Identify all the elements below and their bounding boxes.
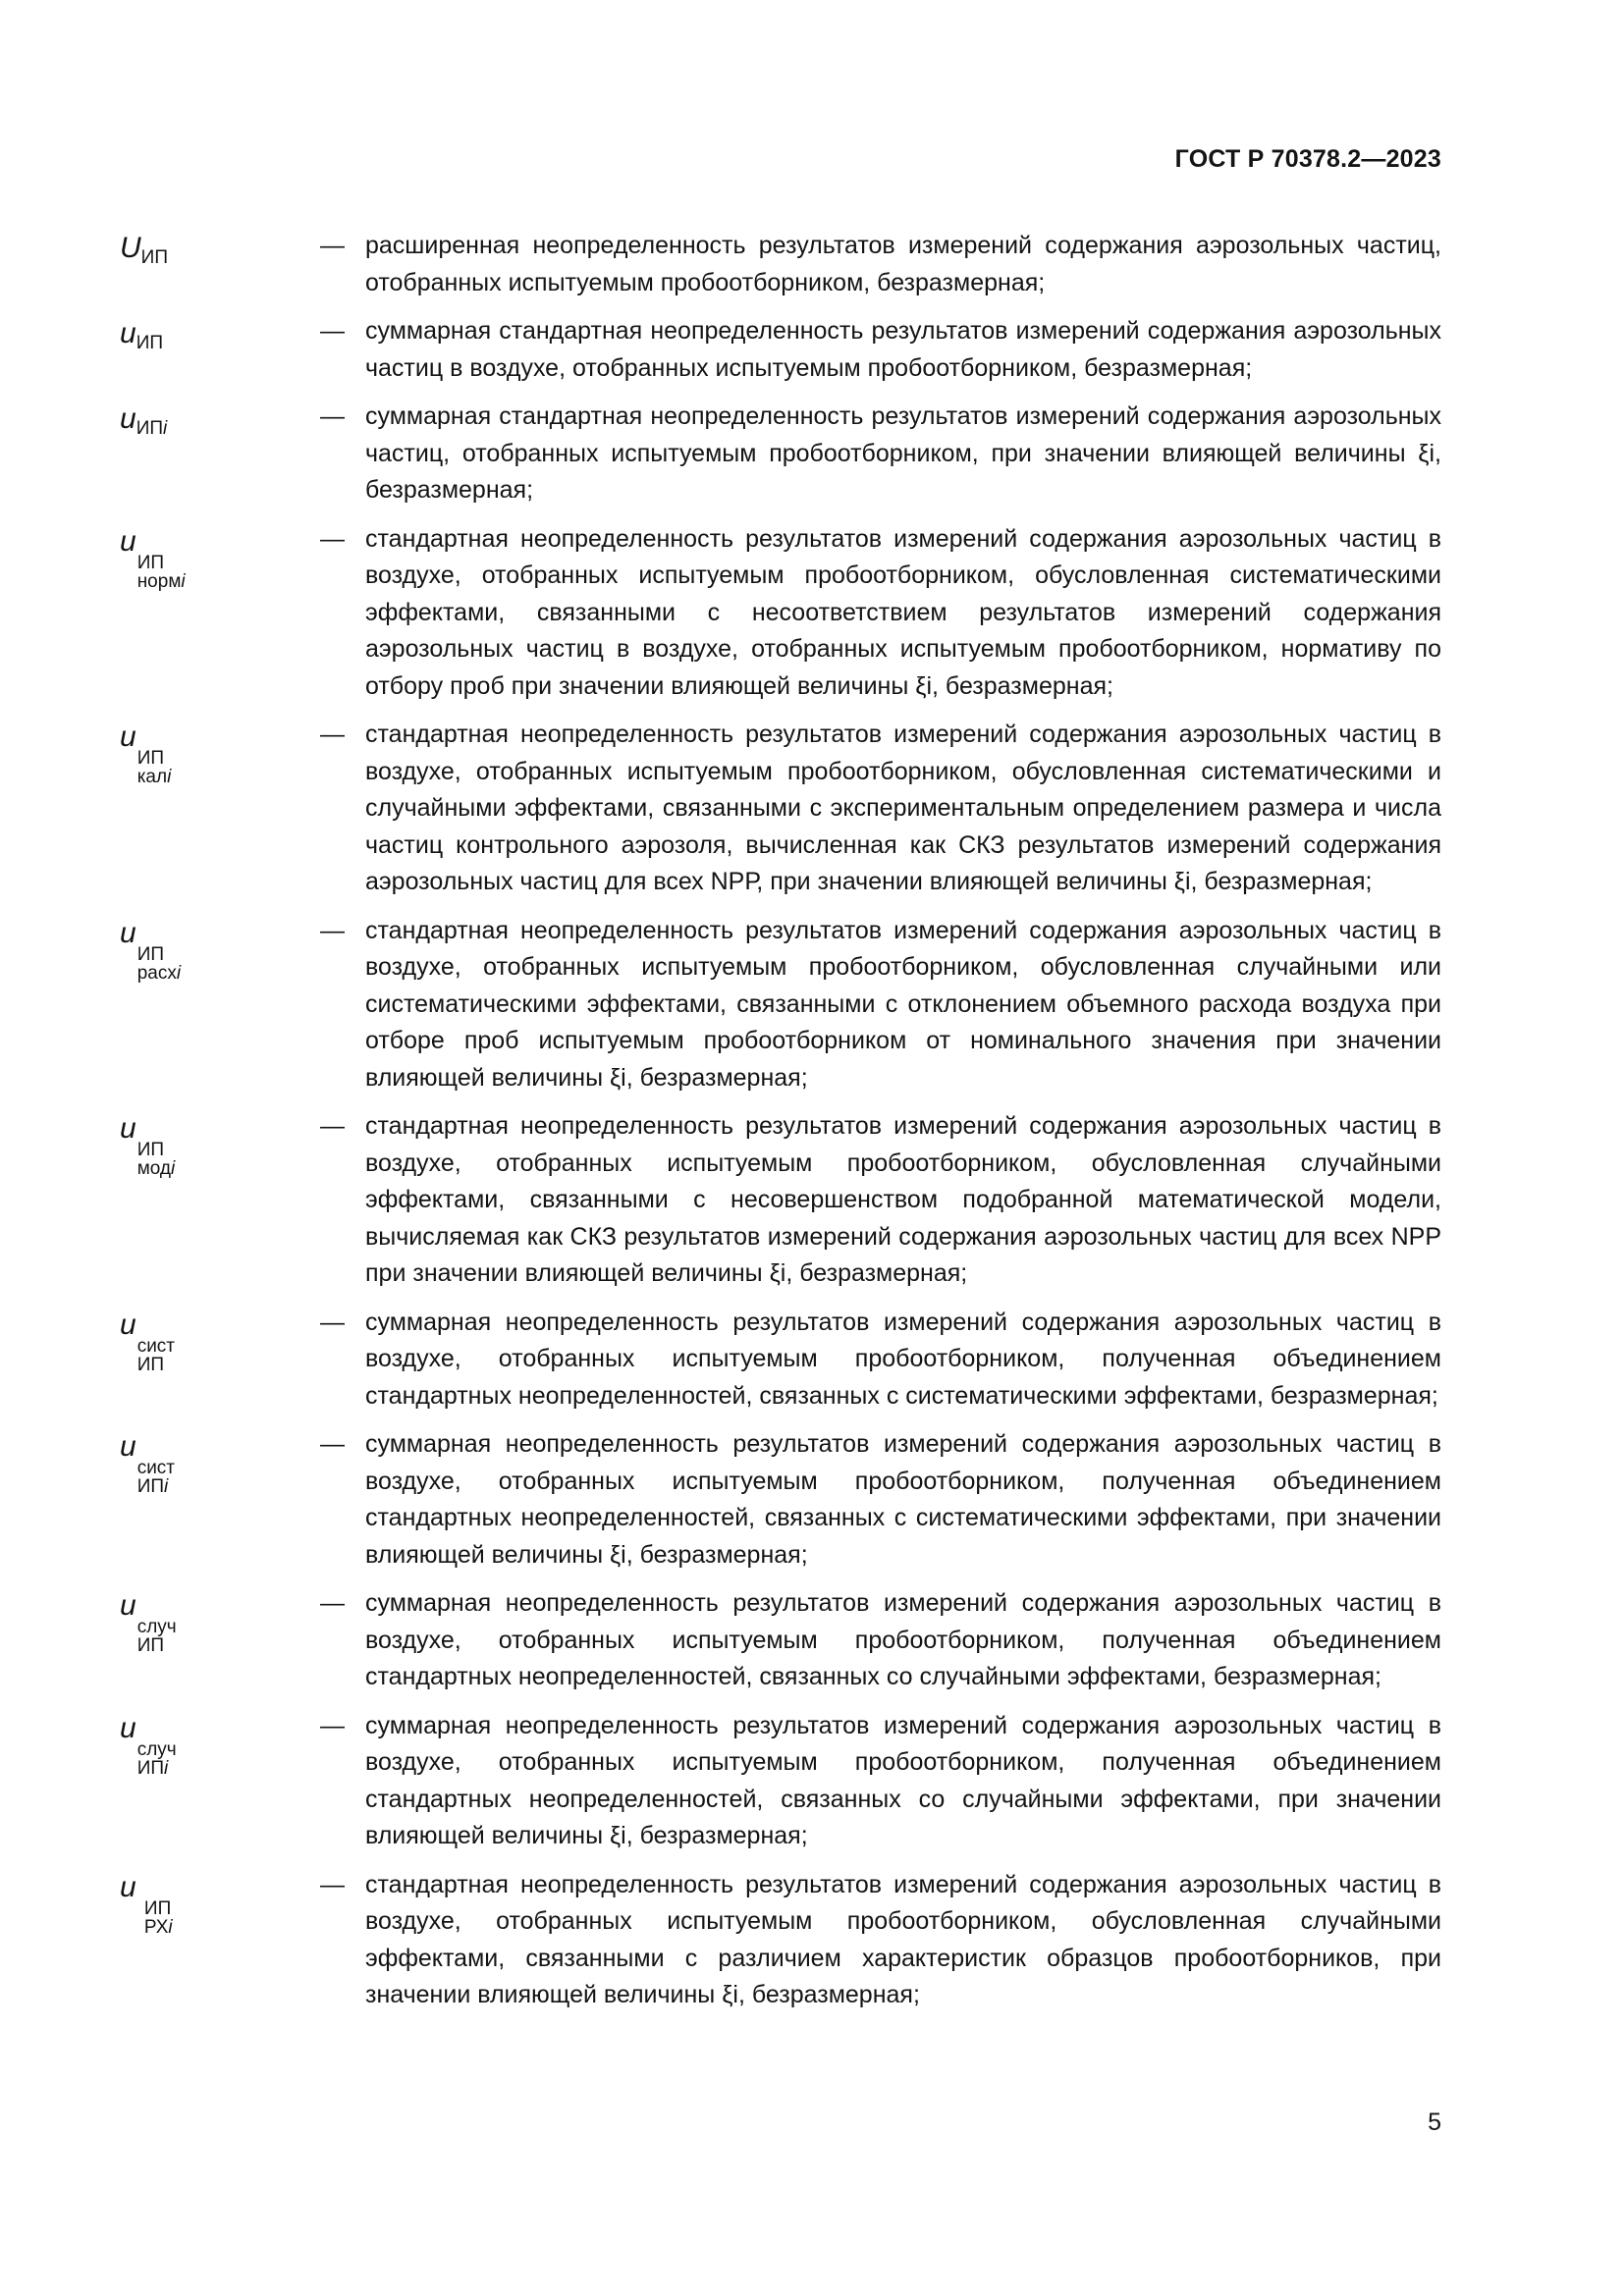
definition-item [120,1426,1441,1574]
definition-symbol: $U_{ИП}$ [120,232,168,269]
definition-text: суммарная стандартная неопределенность результатов измерений содержания аэрозольных частиц в воздухе, отобранных испытуемым пробоотборником, безразмерная; [365,317,1441,382]
em-dash: — [320,1711,345,1739]
em-dash: — [320,721,345,748]
definition-text: суммарная неопределенность результатов измерений содержания аэрозольных частиц в воздухе, отобранных испытуемым пробоотборником, полученная объединением стандартных неопределенностей, связанных со случайными эффектами, безразмерная; [365,1589,1441,1690]
definition-item [120,228,1441,301]
definition-symbol: u ИП РХi [120,1870,173,1938]
em-dash: — [320,1112,345,1140]
definition-symbol: u сист ИПi [120,1430,176,1497]
definition-item [120,1305,1441,1415]
definition-item [120,717,1441,901]
definition-item [120,399,1441,509]
definition-text: суммарная стандартная неопределенность результатов измерений содержания аэрозольных частиц, отобранных испытуемым пробоотборником, при значении влияющей величины ξi, безразмерная; [365,402,1441,504]
definition-item [120,1867,1441,2014]
em-dash: — [320,1308,345,1336]
definition-item [120,313,1441,387]
em-dash: — [320,1870,345,1898]
definition-symbol: u ИП модi [120,1112,176,1179]
definition-item [120,913,1441,1097]
em-dash: — [320,1430,345,1458]
em-dash: — [320,1589,345,1617]
document-header: ГОСТ Р 70378.2—2023 [1174,145,1441,173]
definition-text: стандартная неопределенность результатов измерений содержания аэрозольных частиц в воздухе, отобранных испытуемым пробоотборником, обусловленная систематическими эффектами, связанными с несоответствием результатов измерений содержания аэрозольных частиц в воздухе, отобранных испытуемым пробоотборником, нормативу по отбору проб при значении влияющей величины ξi, безразмерная; [365,524,1441,700]
definition-symbol: u ИП расхi [120,916,182,984]
page-number: 5 [1428,2109,1441,2136]
definition-symbol: u случ ИП [120,1589,177,1656]
definition-symbol: $u_{ИП}$ [120,317,163,354]
definition-symbol: u ИП нормi [120,524,186,592]
definition-text: стандартная неопределенность результатов измерений содержания аэрозольных частиц в воздухе, отобранных испытуемым пробоотборником, обусловленная случайными эффектами, связанными с различием характеристик образцов пробоотборников, при значении влияющей величины ξi, безразмерная; [365,1870,1441,2008]
definition-item [120,1708,1441,1855]
definition-item [120,521,1441,706]
definition-text: стандартная неопределенность результатов измерений содержания аэрозольных частиц в воздухе, отобранных испытуемым пробоотборником, обусловленная случайными эффектами, связанными с несовершенством подобранной математической модели, вычисляемая как СКЗ результатов измерений содержания аэрозольных частиц для всех NРР при значении влияющей величины ξi, безразмерная; [365,1112,1441,1287]
em-dash: — [320,524,345,553]
definition-symbol: u ИП калi [120,721,172,787]
definition-symbol: u случ ИПi [120,1711,177,1779]
definition-text: суммарная неопределенность результатов измерений содержания аэрозольных частиц в воздухе, отобранных испытуемым пробоотборником, полученная объединением стандартных неопределенностей, связанных с систематическими эффектами, при значении влияющей величины ξi, безразмерная; [365,1430,1441,1569]
definition-text: стандартная неопределенность результатов измерений содержания аэрозольных частиц в воздухе, отобранных испытуемым пробоотборником, обусловленная случайными или систематическими эффектами, связанными с отклонением объемного расхода воздуха при отборе проб испытуемым пробоотборником от номинального значения при значении влияющей величины ξi, безразмерная; [365,916,1441,1092]
definition-text: расширенная неопределенность результатов измерений содержания аэрозольных частиц, отобранных испытуемым пробоотборником, безразмерная; [365,232,1441,296]
symbol-definitions-list [120,228,1441,2026]
em-dash: — [320,402,345,430]
definition-symbol: $u_{ИПi}$ [120,402,168,440]
definition-symbol: u сист ИП [120,1308,176,1375]
definition-text: суммарная неопределенность результатов измерений содержания аэрозольных частиц в воздухе, отобранных испытуемым пробоотборником, полученная объединением стандартных неопределенностей, связанных со случайными эффектами, при значении влияющей величины ξi, безразмерная; [365,1711,1441,1849]
definition-item [120,1585,1441,1696]
em-dash: — [320,232,345,259]
em-dash: — [320,916,345,944]
definition-text: суммарная неопределенность результатов измерений содержания аэрозольных частиц в воздухе, отобранных испытуемым пробоотборником, полученная объединением стандартных неопределенностей, связанных с систематическими эффектами, безразмерная; [365,1308,1441,1410]
definition-item [120,1108,1441,1293]
definition-text: стандартная неопределенность результатов измерений содержания аэрозольных частиц в воздухе, отобранных испытуемым пробоотборником, обусловленная систематическими и случайными эффектами, связанными с экспериментальным определением размера и числа частиц контрольного аэрозоля, вычисленная как СКЗ результатов измерений содержания аэрозольных частиц для всех NРР, при значении влияющей величины ξi, безразмерная; [365,721,1441,895]
em-dash: — [320,317,345,345]
